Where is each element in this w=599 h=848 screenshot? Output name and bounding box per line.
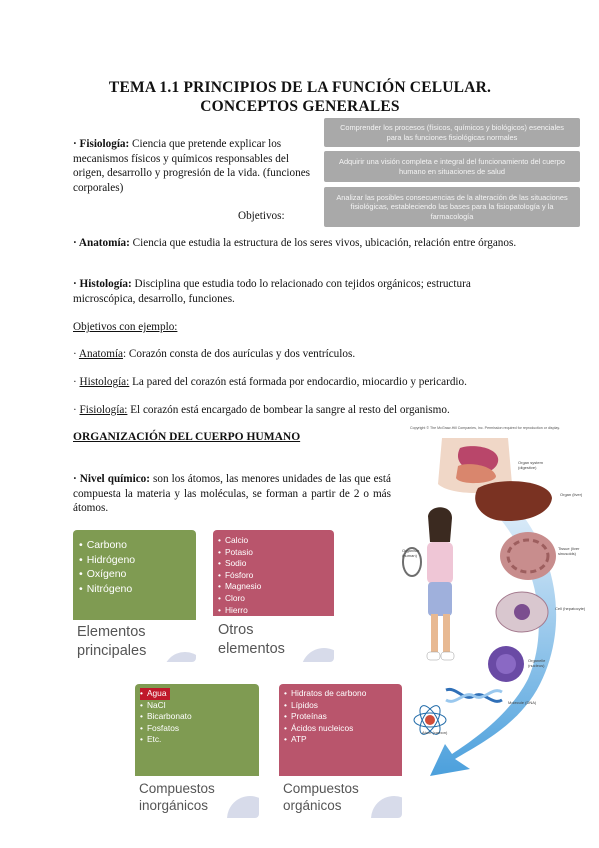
card-elementos-principales [73, 530, 196, 662]
nivel-quimico-text: son los átomos, las menores unidades de las que está compuesta la materia y las moléculas, se forman a partir de 2 o más átomos. [73, 473, 391, 514]
objetivos-label: Objetivos: [238, 210, 285, 222]
list-item: • Etc. [140, 734, 192, 746]
card-items [284, 688, 366, 746]
card-label-line: Compuestos [139, 781, 215, 796]
levels-of-organization-illustration [400, 424, 590, 804]
card-label [218, 621, 285, 659]
organism-human-figure [403, 507, 454, 660]
illustration-svg [400, 424, 590, 804]
list-item-highlighted: • Agua [140, 688, 170, 700]
liver-organ [475, 481, 552, 521]
list-item: • Potasio [218, 547, 261, 559]
card-label-line: Otros [218, 622, 254, 638]
list-item: • NaCl [140, 700, 192, 712]
list-item: • ATP [284, 734, 366, 746]
label-organ: Organ (liver) [560, 492, 583, 497]
label-atom: Atom (carbon) [422, 730, 448, 735]
card-label-line: inorgánicos [139, 798, 209, 813]
list-item: • Lípidos [284, 700, 366, 712]
card-label-line: orgánicos [283, 798, 342, 813]
card-compuestos-inorganicos [135, 684, 259, 818]
objetivo-box-2: Adquirir una visión completa e integral del funcionamiento del cuerpo humano en situaciones de salud [324, 151, 580, 182]
objetivo-box-1: Comprender los procesos (físicos, químicos y biológicos) esenciales para las funciones fisiológicas normales [324, 118, 580, 147]
title-line-1: TEMA 1.1 PRINCIPIOS DE LA FUNCIÓN CELULAR. [108, 79, 492, 96]
histologia-term: · Histología: [73, 278, 132, 290]
list-item: • Calcio [218, 535, 261, 547]
list-item: • Fósforo [218, 570, 261, 582]
ejemplo-term: Fisiología: [79, 404, 128, 416]
fisiologia-paragraph [73, 137, 313, 195]
card-items [140, 688, 192, 746]
label-organism: Organism (human) [402, 548, 420, 558]
list-item: • Sodio [218, 558, 261, 570]
nivel-quimico-term: · Nivel químico: [73, 473, 150, 485]
label-molecule: Molecule (DNA) [508, 700, 537, 705]
histologia-text: Disciplina que estudia todo lo relacionado con tejidos orgánicos; estructura microscópica, desarrollo, funciones. [73, 278, 471, 305]
list-item: • Nitrógeno [79, 582, 135, 597]
ejemplo-histologia [73, 375, 533, 390]
card-label-line: Elementos [77, 624, 146, 640]
ejemplo-bullet: · [73, 404, 80, 416]
objetivos-ejemplo-heading: Objetivos con ejemplo: [73, 321, 178, 333]
card-compuestos-organicos [279, 684, 402, 818]
ejemplo-text: La pared del corazón está formada por endocardio, miocardio y pericardio. [129, 376, 467, 388]
card-otros-elementos [213, 530, 334, 662]
list-item: • Oxígeno [79, 567, 135, 582]
list-item: • Hidratos de carbono [284, 688, 366, 700]
card-items [218, 535, 261, 616]
fisiologia-text: Ciencia que pretende explicar los mecanismos físicos y químicos responsables del origen, desarrollo y progresión de la vida. (funciones corporales) [73, 138, 311, 194]
ejemplo-bullet: · [73, 348, 79, 360]
list-item: • Ácidos nucleicos [284, 723, 366, 735]
fisiologia-term: · Fisiología: [73, 138, 130, 150]
card-items [79, 538, 135, 596]
anatomia-term: · Anatomía: [73, 237, 130, 249]
ejemplo-fisiologia [73, 403, 533, 418]
card-label-line: elementos [218, 641, 285, 657]
list-item: • Hidrógeno [79, 553, 135, 568]
nivel-quimico-paragraph [73, 472, 391, 516]
illustration-copyright: Copyright © The McGraw-Hill Companies, Inc. Permission required for reproduction or display. [410, 426, 560, 430]
ejemplo-bullet: · [73, 376, 80, 388]
card-label-line: principales [77, 643, 147, 659]
card-label-line: Compuestos [283, 781, 359, 796]
ejemplo-text: El corazón está encargado de bombear la sangre al resto del organismo. [127, 404, 450, 416]
anatomia-text: Ciencia que estudia la estructura de los seres vivos, ubicación, relación entre órganos. [129, 237, 517, 249]
objetivo-box-3: Analizar las posibles consecuencias de la alteración de las situaciones fisiológicas, estableciendo las bases para la fisiopatología y la farmacología [324, 187, 580, 227]
anatomia-paragraph [73, 236, 519, 251]
label-organelle: Organelle (nucleus) [528, 658, 546, 668]
card-label [77, 623, 146, 661]
card-label [139, 780, 215, 814]
label-cell: Cell (hepatocyte) [555, 606, 586, 611]
card-label [283, 780, 359, 814]
dna-molecule [446, 689, 502, 701]
histologia-paragraph [73, 277, 519, 306]
ejemplo-term: Anatomía [78, 348, 124, 360]
label-organ-system: Organ system (digestive) [518, 460, 543, 470]
list-item: • Bicarbonato [140, 711, 192, 723]
label-tissue: Tissue (liver sinusoids) [558, 546, 580, 556]
ejemplo-anatomia [73, 347, 533, 362]
list-item: • Fosfatos [140, 723, 192, 735]
list-item: • Cloro [218, 593, 261, 605]
list-item: • Carbono [79, 538, 135, 553]
list-item: • Hierro [218, 605, 261, 617]
list-item: • Proteínas [284, 711, 366, 723]
ejemplo-text: : Corazón consta de dos aurículas y dos ventrículos. [123, 348, 356, 360]
ejemplo-term: Histología: [79, 376, 130, 388]
list-item: • Magnesio [218, 581, 261, 593]
organizacion-heading: ORGANIZACIÓN DEL CUERPO HUMANO [73, 431, 301, 443]
title-line-2: CONCEPTOS GENERALES [200, 98, 400, 115]
page-title [60, 78, 540, 116]
